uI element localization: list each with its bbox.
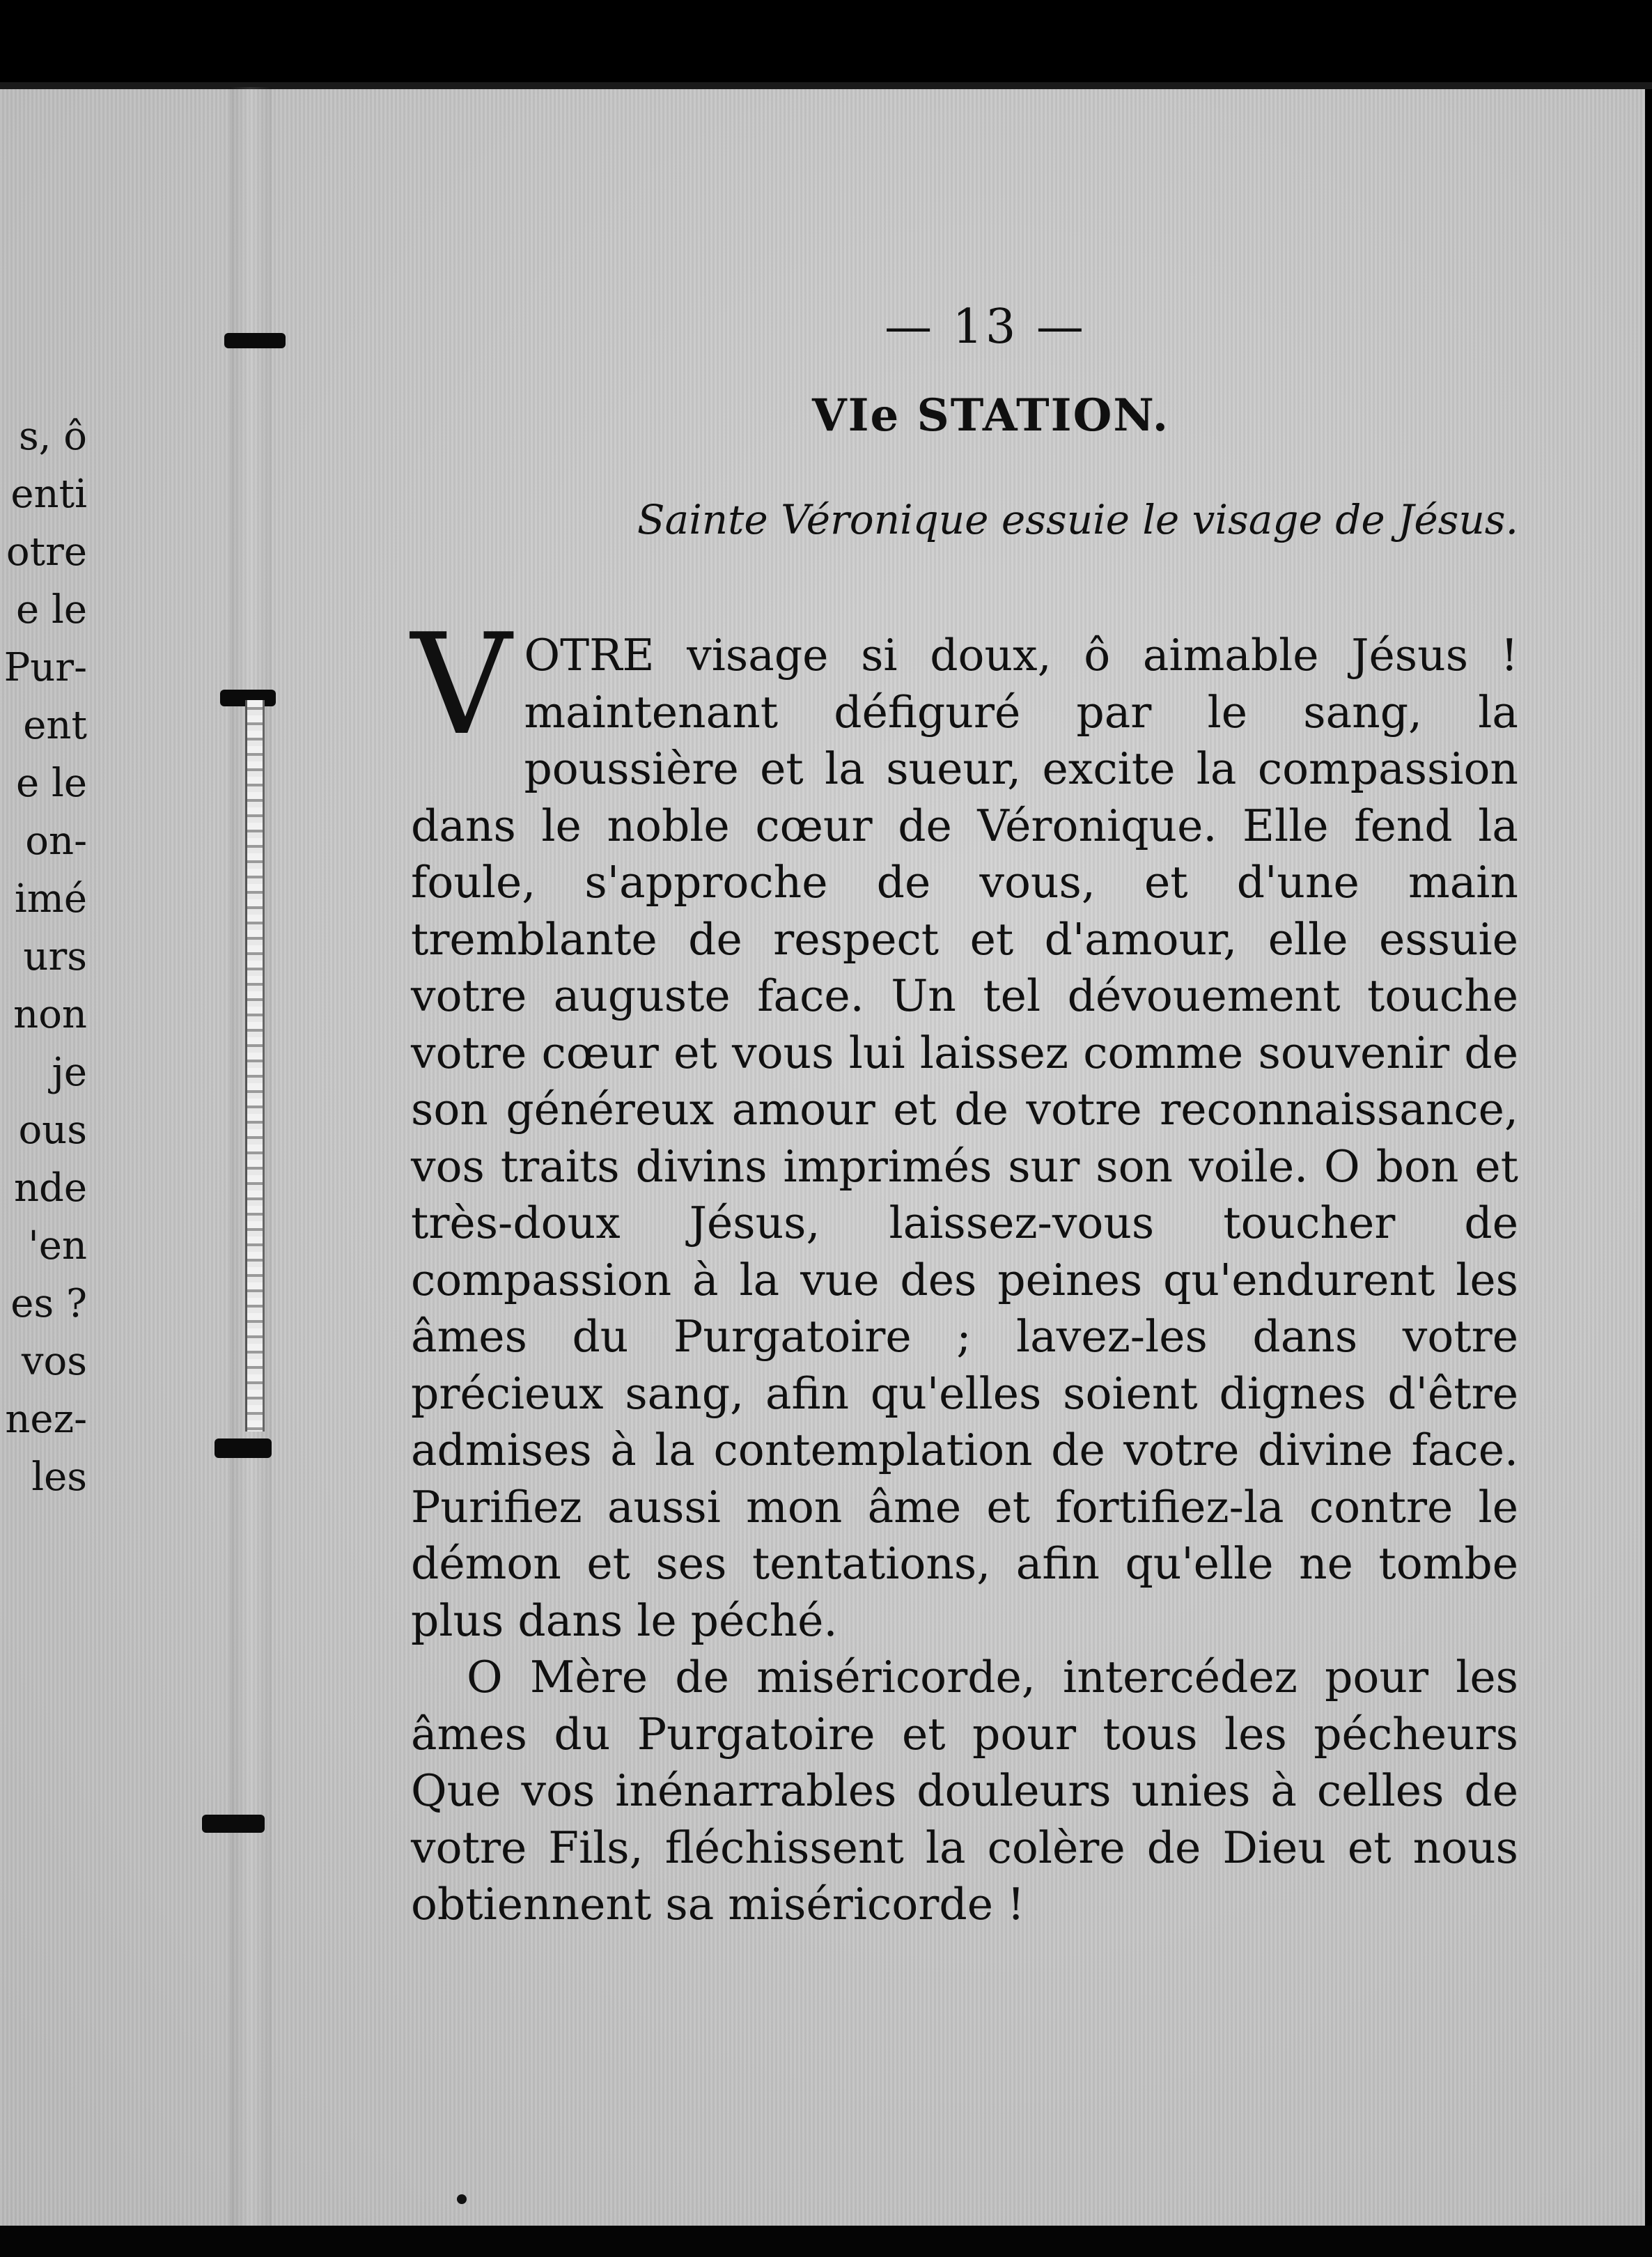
binding-thread — [245, 700, 265, 1432]
station-subtitle: Sainte Véronique essuie le visage de Jésus. — [637, 496, 1518, 543]
meditation-paragraph — [411, 604, 1518, 1649]
fragment-line: urs — [23, 934, 87, 979]
previous-page-fragment — [0, 408, 87, 1506]
fragment-line: nde — [13, 1165, 87, 1211]
fragment-line: on- — [25, 819, 87, 864]
fragment-line: e le — [16, 761, 87, 806]
fragment-line: e le — [16, 587, 87, 633]
fragment-line: ent — [23, 703, 87, 748]
page-number: — 13 — — [885, 300, 1086, 355]
prayer-paragraph: O Mère de miséricorde, intercédez pour les âmes du Purgatoire et pour tous les pécheurs Que vos inénarrables douleurs unies à celles de votre Fils, fléchissent la colère de Dieu et nous obtiennent sa miséricorde ! — [411, 1652, 1518, 1930]
fragment-line: es ? — [10, 1281, 87, 1326]
fragment-line: nez- — [5, 1397, 87, 1442]
fragment-line: ous — [18, 1108, 87, 1153]
drop-cap: V — [411, 604, 512, 766]
fragment-line: vos — [21, 1339, 87, 1384]
stitch-mark-top — [224, 333, 286, 348]
fragment-line: otre — [6, 529, 87, 575]
fragment-line: les — [31, 1455, 87, 1500]
paragraph-text: visage si doux, ô aimable Jésus ! maintenant défiguré par le sang, la poussière et la sueur, excite la compassion dans le noble cœur de Véronique. Elle fend la foule, s'approche de vous, et d'une main tremblante de respect et d'amour, elle essuie votre auguste face. Un tel dévouement touche votre cœur et vous lui laissez comme souvenir de son généreux amour et de votre reconnaissance, vos traits divins imprimés sur son voile. O bon et très-doux Jésus, laissez-vous toucher de compassion à la vue des peines qu'endurent les âmes du Purgatoire ; lavez-les dans votre précieux sang, afin qu'elles soient dignes d'être admises à la contemplation de votre divine face. Purifiez aussi mon âme et fortifiez-la contre le démon et ses tentations, afin qu'elle ne tombe plus dans le péché. — [411, 630, 1518, 1646]
lead-word: OTRE — [524, 630, 655, 681]
fragment-line: je — [52, 1050, 87, 1095]
fragment-line: enti — [10, 472, 87, 517]
fragment-line: s, ô — [18, 414, 87, 459]
page-content — [411, 300, 1518, 1933]
fragment-line: Pur- — [3, 645, 87, 690]
fragment-line: imé — [14, 876, 87, 922]
stitch-mark-bottom — [202, 1815, 265, 1833]
fragment-line: non — [13, 992, 87, 1037]
page-bottom-edge — [0, 2226, 1652, 2257]
stitch-mark-lower — [215, 1438, 272, 1458]
station-title: VIe STATION. — [811, 389, 1170, 442]
fragment-line: 'en — [28, 1223, 87, 1269]
ink-speck — [457, 2194, 467, 2204]
